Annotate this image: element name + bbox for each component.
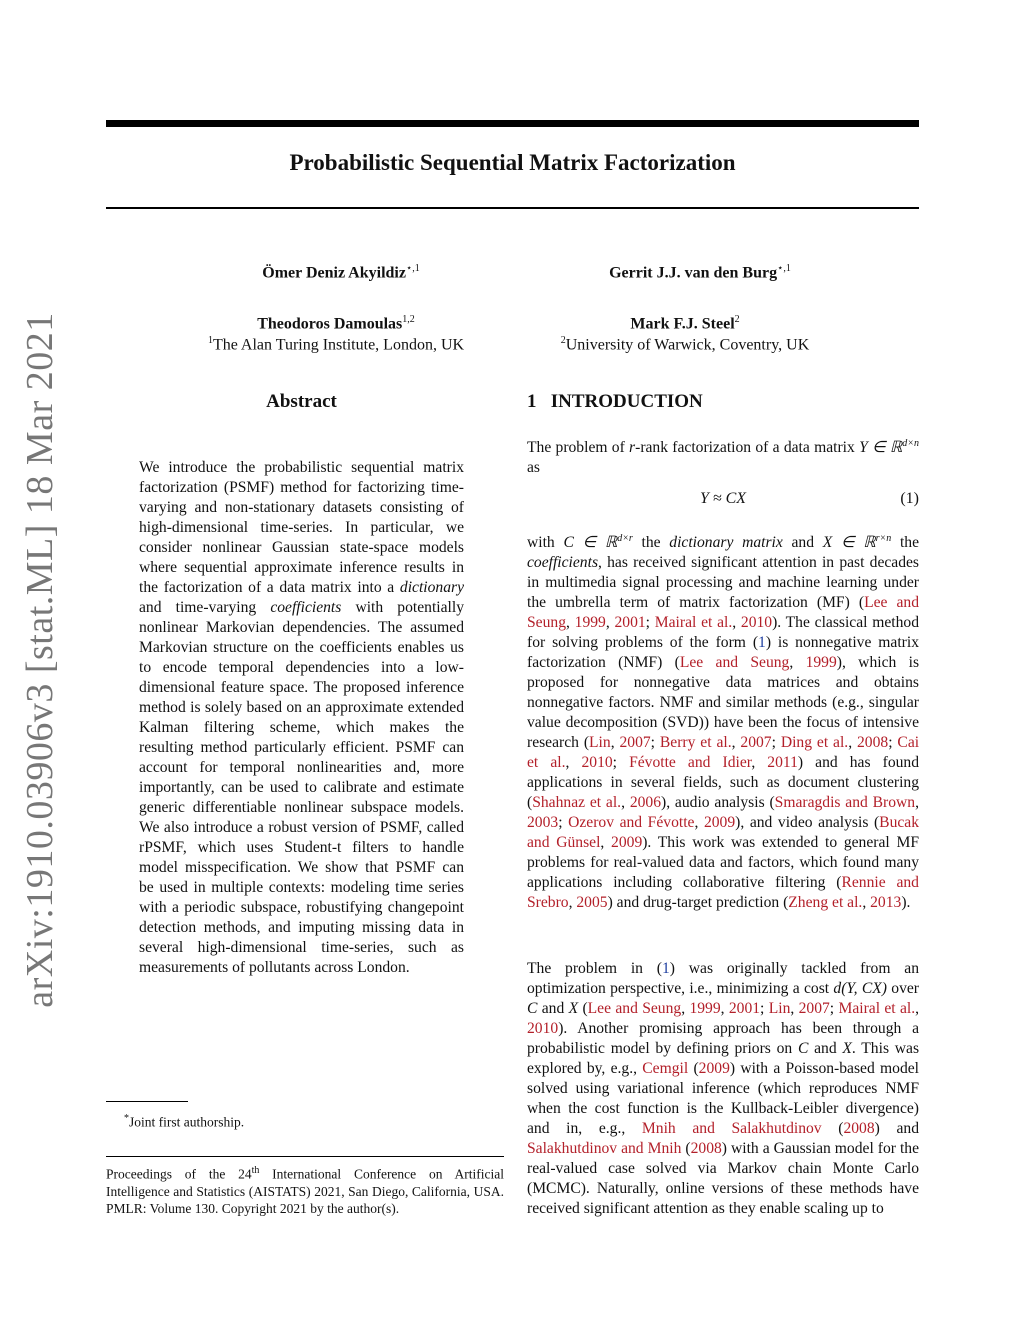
citation-link[interactable]: Cai et al. xyxy=(527,734,920,772)
intro-paragraph-3: The problem in (1) was originally tackled from an optimization perspective, i.e., minimizing a cost d(Y, CX) over C and X (Lee and Seung, 1999, 2001; Lin, 2007; Mairal et al., 2010). Another promising approach has been through a probabilistic model by defining priors on C and X. This was explored by, e.g., Cemgil (2009) with a Poisson-based model solved using variational inference (which reproduces NMF when the cost function is the Kullback-Leibler divergence) and in, e.g., Mnih and Salakhutdinov (2008) and Salakhutdinov and Mnih (2008) with a Gaussian model for the real-valued case solved via Markov chain Monte Carlo (MCMC). Naturally, online versions of these methods have received significant attention as they enable scaling up to xyxy=(527,960,920,1217)
equation-1 xyxy=(527,490,919,512)
equation-ref-link[interactable]: 1 xyxy=(758,634,766,652)
citation-link[interactable]: 2007 xyxy=(798,1000,830,1017)
author-name: Theodoros Damoulas xyxy=(257,315,403,333)
affiliation-turing: $^1$The Alan Turing Institute, London, UK xyxy=(207,335,465,354)
affiliation-warwick: $^2$University of Warwick, Coventry, UK xyxy=(560,335,810,354)
citation-link[interactable]: Lee and Seung xyxy=(679,654,790,672)
intro-paragraph-1: The problem of r-rank factorization of a data matrix Y ∈ ℝ$^{d\times n}$ as xyxy=(527,438,920,477)
abstract-heading: Abstract xyxy=(266,391,337,412)
section-number: 1 xyxy=(527,391,537,412)
citation-link[interactable]: Mairal et al. xyxy=(654,614,733,632)
citation-link[interactable]: Lin xyxy=(589,734,611,752)
citation-link[interactable]: Salakhutdinov and Mnih xyxy=(527,1140,682,1157)
author-akyildiz xyxy=(141,263,541,282)
title-top-rule xyxy=(106,120,919,127)
footnote-joint-authorship: *Joint first authorship. xyxy=(124,1113,245,1130)
citation-link[interactable]: 2005 xyxy=(576,894,608,912)
citation-link[interactable]: 2007 xyxy=(619,734,651,752)
citation-link[interactable]: 2009 xyxy=(698,1060,730,1077)
citation-link[interactable]: Zheng et al. xyxy=(788,894,863,912)
citation-link[interactable]: Mnih and Salakhutdinov xyxy=(641,1120,822,1137)
author-damoulas xyxy=(136,314,536,333)
citation-link[interactable]: Févotte and Idier xyxy=(629,754,752,772)
citation-link[interactable]: Smaragdis and Brown xyxy=(774,794,916,812)
equation-expression: Y ≈ CX xyxy=(699,490,747,507)
citation-link[interactable]: 2008 xyxy=(843,1120,875,1137)
author-affil-mark: ⋆,1 xyxy=(777,263,791,274)
proceedings-rule xyxy=(106,1156,504,1157)
author-affil-mark: ⋆,1 xyxy=(405,263,420,274)
section-title: INTRODUCTION xyxy=(550,391,703,412)
citation-link[interactable]: Berry et al. xyxy=(659,734,732,752)
author-affil-mark: 1,2 xyxy=(402,314,415,325)
citation-link[interactable]: 2009 xyxy=(703,814,736,832)
citation-link[interactable]: 1999 xyxy=(805,654,837,672)
citation-link[interactable]: Bucak and Günsel xyxy=(527,814,920,852)
citation-link[interactable]: 2010 xyxy=(527,1020,559,1037)
author-affil-mark: 2 xyxy=(734,314,740,325)
author-steel xyxy=(485,314,885,333)
citation-link[interactable]: Ozerov and Févotte xyxy=(568,814,695,832)
equation-ref-link[interactable]: 1 xyxy=(661,960,670,977)
paper-title: Probabilistic Sequential Matrix Factorization xyxy=(289,150,736,175)
citation-link[interactable]: Lin xyxy=(768,1000,791,1017)
citation-link[interactable]: 2009 xyxy=(611,834,643,852)
citation-link[interactable]: 2011 xyxy=(767,754,798,772)
citation-link[interactable]: 1999 xyxy=(574,614,606,632)
citation-link[interactable]: Cemgil xyxy=(642,1060,689,1077)
citation-link[interactable]: 2008 xyxy=(857,734,889,752)
author-van-den-burg xyxy=(500,263,900,282)
author-name: Gerrit J.J. van den Burg xyxy=(609,264,778,282)
citation-link[interactable]: 2010 xyxy=(740,614,773,632)
citation-link[interactable]: 2001 xyxy=(614,614,646,632)
citation-link[interactable]: Shahnaz et al. xyxy=(532,794,622,812)
citation-link[interactable]: 2001 xyxy=(728,1000,761,1017)
citation-link[interactable]: Mairal et al. xyxy=(838,1000,916,1017)
citation-link[interactable]: 2013 xyxy=(870,894,902,912)
arxiv-sidebar xyxy=(12,312,68,1008)
citation-link[interactable]: 2007 xyxy=(740,734,772,752)
citation-link[interactable]: 2010 xyxy=(581,754,613,772)
section-heading-introduction xyxy=(527,391,703,413)
citation-link[interactable]: 2008 xyxy=(690,1140,722,1157)
citation-link[interactable]: Lee and Seung xyxy=(527,594,920,632)
equation-number: (1) xyxy=(900,490,919,507)
citation-link[interactable]: Rennie and Srebro xyxy=(527,874,919,912)
abstract-body: We introduce the probabilistic sequential matrix factorization (PSMF) method for factorizing time-varying and non-stationary datasets consisting of high-dimensional time-series. In particular, we consider nonlinear Gaussian state-space models where sequential approximate inference results in the factorization of a data matrix into a dictionary and time-varying coefficients with potentially nonlinear Markovian dependencies. The assumed Markovian structure on the coefficients enables us to encode temporal dependencies into a low-dimensional feature space. The proposed inference method is solely based on an approximate extended Kalman filtering scheme, which makes the resulting method particularly efficient. PSMF can account for temporal nonlinearities and, more importantly, can be used to calibrate and estimate generic differentiable nonlinear subspace models. We also introduce a robust version of PSMF, called rPSMF, which uses Student-t filters to handle model misspecification. We show that PSMF can be used in multiple contexts: modeling time series with a periodic subspace, robustifying changepoint detection methods, and imputing missing data in several high-dimensional time-series, such as measurements of pollutants across London. xyxy=(139,459,464,976)
citation-link[interactable]: Lee and Seung xyxy=(587,1000,682,1017)
citation-link[interactable]: 2006 xyxy=(629,794,662,812)
proceedings-note: Proceedings of the 24th International Conference on Artificial Intelligence and Statistics (AISTATS) 2021, San Diego, California, USA. PMLR: Volume 130. Copyright 2021 by the author(s). xyxy=(106,1165,504,1216)
citation-link[interactable]: 1999 xyxy=(689,1000,721,1017)
arxiv-identifier: arXiv:1910.03906v3 [stat.ML] 18 Mar 2021 xyxy=(19,312,61,1008)
author-name: Ömer Deniz Akyildiz xyxy=(262,264,406,282)
citation-link[interactable]: Ding et al. xyxy=(780,734,849,752)
author-name: Mark F.J. Steel xyxy=(630,315,735,333)
title-bottom-rule xyxy=(106,207,919,209)
footnote-rule xyxy=(106,1101,188,1102)
citation-link[interactable]: 2003 xyxy=(527,814,559,832)
intro-paragraph-2: with C ∈ ℝ$^{d\times r}$ the dictionary matrix and X ∈ ℝ$^{r\times n}$ the coefficients, has received significant attention in past decades in multimedia signal processing and machine learning under the umbrella term of matrix factorization (MF) (Lee and Seung, 1999, 2001; Mairal et al., 2010). The classical method for solving problems of the form (1) is nonnegative matrix factorization (NMF) (Lee and Seung, 1999), which is proposed for nonnegative data matrices and obtains nonnegative factors. NMF and similar methods (e.g., singular value decomposition (SVD)) have been the focus of intensive research (Lin, 2007; Berry et al., 2007; Ding et al., 2008; Cai et al., 2010; Févotte and Idier, 2011) and has found applications in several fields, such as document clustering (Shahnaz et al., 2006), audio analysis (Smaragdis and Brown, 2003; Ozerov and Févotte, 2009), and video analysis (Bucak and Günsel, 2009). This work was extended to general MF problems for real-valued data and factors, which found many applications including collaborative filtering (Rennie and Srebro, 2005) and drug-target prediction (Zheng et al., 2013). xyxy=(527,533,920,912)
